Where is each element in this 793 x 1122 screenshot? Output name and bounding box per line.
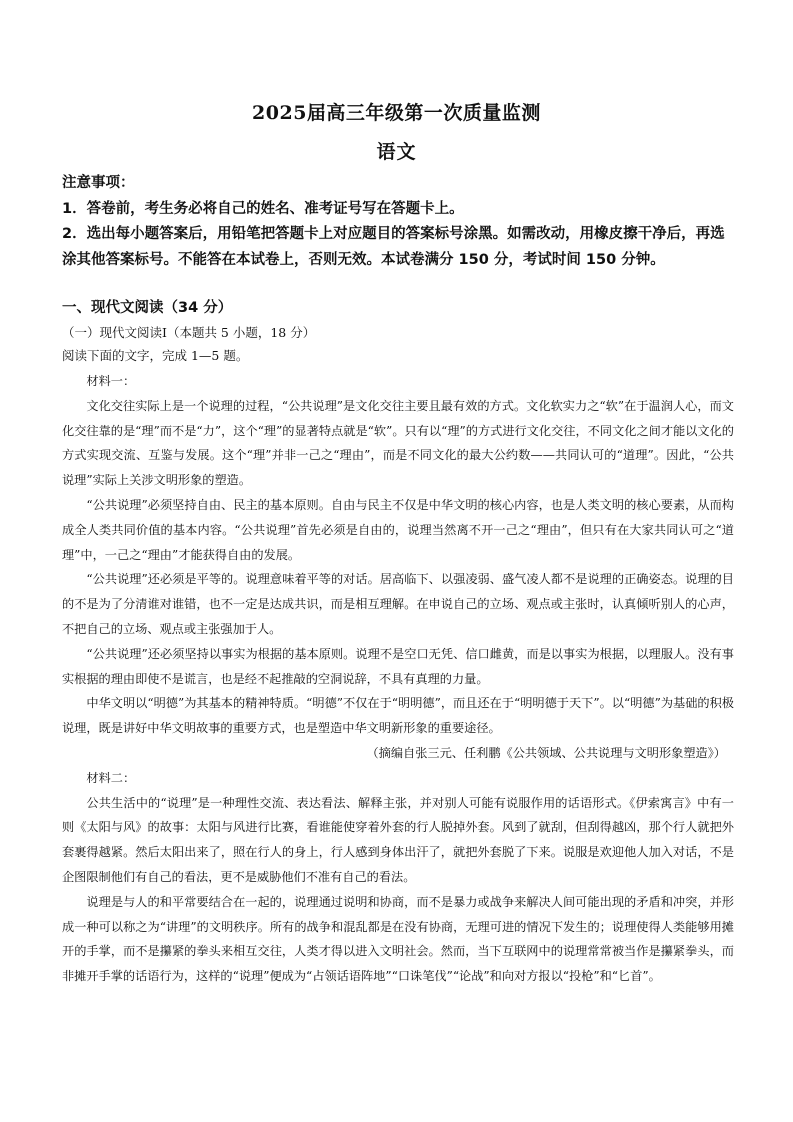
material-1-paragraph: 中华文明以“明德”为其基本的精神特质。“明德”不仅在于“明明德”，而且还在于“明明德于天下”。以“明德”为基础的积极说理，既是讲好中华文明故事的重要方式，也是塑造中华文明新形象的重要途径。 xyxy=(62,696,734,736)
material-1-paragraph: “公共说理”必须坚持自由、民主的基本原则。自由与民主不仅是中华文明的核心内容，也是人类文明的核心要素，从而构成全人类共同价值的基本内容。“公共说理”首先必须是自由的，说理当然离不开一己之“理由”，但只有在大家共同认可之“道理”中，一己之“理由”才能获得自由的发展。 xyxy=(62,497,734,562)
notes-heading: 注意事项： xyxy=(62,175,135,191)
note-item-1: 1．答卷前，考生务必将自己的姓名、准考证号写在答题卡上。 xyxy=(62,200,464,217)
material-2-paragraph: 说理是与人的和平常要结合在一起的，说理通过说明和协商，而不是暴力或战争来解决人间可能出现的矛盾和冲突，并形成一种可以称之为“讲理”的文明秩序。所有的战争和混乱都是在没有协商，无理可进的情况下发生的；说理使得人类能够用摊开的手掌，而不是攥紧的拳头来相互交往，人类才得以进入文明社会。然而，当下互联网中的说理常常被当作是攥紧拳头，而非摊开手掌的话语行为，这样的“说理”便成为“占领话语阵地”“口诛笔伐”“论战”和向对方报以“投枪”和“匕首”。 xyxy=(62,894,734,984)
section-heading: 一、现代文阅读（34 分） xyxy=(62,300,233,316)
material-1-label: 材料一： xyxy=(86,374,136,388)
subsection-heading: （一）现代文阅读Ⅰ（本题共 5 小题，18 分） xyxy=(62,325,316,340)
note-item-2: 2．选出每小题答案后，用铅笔把答题卡上对应题目的答案标号涂黑。如需改动，用橡皮擦干净后，再选涂其他答案标号。不能答在本试卷上，否则无效。本试卷满分 150 分，考试时间 150 分钟。 xyxy=(62,226,725,268)
material-1-paragraph: 文化交往实际上是一个说理的过程，“公共说理”是文化交往主要且最有效的方式。文化软实力之“软”在于温润人心，而文化交往靠的是“理”而不是“力”，这个“理”的显著特点就是“软”。只有以“理”的方式进行文化交往，不同文化之间才能以文化的方式实现交流、互鉴与发展。这个“理”并非一己之“理由”，而是不同文化的最大公约数——共同认可的“道理”。因此，“公共说理”实际上关涉文明形象的塑造。 xyxy=(62,398,734,488)
exam-title: 2025届高三年级第一次质量监测 xyxy=(252,102,541,124)
material-1-paragraph: “公共说理”还必须是平等的。说理意味着平等的对话。居高临下、以强凌弱、盛气凌人都不是说理的正确姿态。说理的目的不是为了分清谁对谁错，也不一定是达成共识，而是相互理解。在申说自己的立场、观点或主张时，认真倾听别人的心声，不把自己的立场、观点或主张强加于人。 xyxy=(62,572,734,636)
reading-instruction: 阅读下面的文字，完成 1—5 题。 xyxy=(62,348,249,363)
notes-block xyxy=(62,171,734,273)
subject-title: 语文 xyxy=(376,141,417,163)
material-2-paragraph: 公共生活中的“说理”是一种理性交流、表达看法、解释主张，并对别人可能有说服作用的话语形式。《伊索寓言》中有一则《太阳与风》的故事：太阳与风进行比赛，看谁能使穿着外套的行人脱掉外套。风到了就刮，但刮得越凶，那个行人就把外套裹得越紧。然后太阳出来了，照在行人的身上，行人感到身体出汗了，就把外套脱了下来。说服是欢迎他人加入对话，不是企图限制他们有自己的看法，更不是威胁他们不准有自己的看法。 xyxy=(62,795,734,884)
material-2-label: 材料二： xyxy=(86,770,136,785)
reading-passage xyxy=(62,369,734,989)
material-1-source: （摘编自张三元、任利鹏《公共领域、公共说理与文明形象塑造》） xyxy=(366,745,726,760)
material-1-paragraph: “公共说理”还必须坚持以事实为根据的基本原则。说理不是空口无凭、信口雌黄，而是以事实为根据，以理服人。没有事实根据的理由即使不是谎言，也是经不起推敲的空洞说辞，不具有真理的力量。 xyxy=(62,646,734,686)
